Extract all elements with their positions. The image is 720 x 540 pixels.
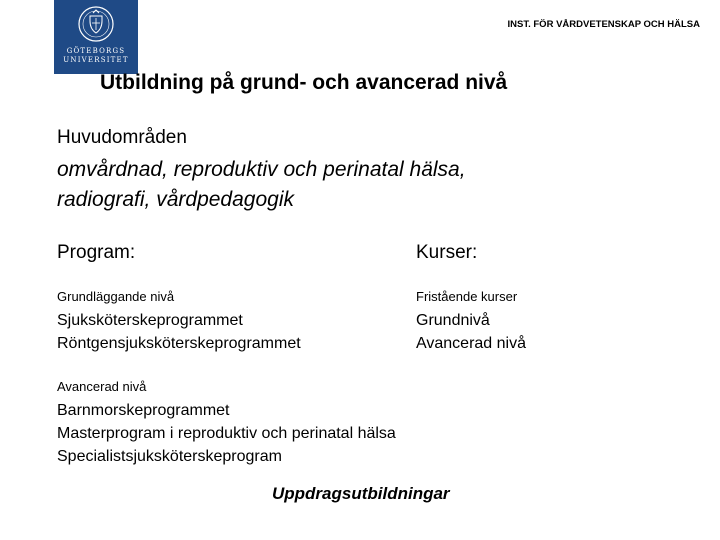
main-areas-line: omvårdnad, reproduktiv och perinatal hälsa, (57, 158, 466, 181)
crest-icon (54, 0, 138, 46)
contract-education-label: Uppdragsutbildningar (272, 484, 450, 503)
logo-text-line2: UNIVERSITET (63, 56, 129, 64)
main-areas-heading: Huvudområden (57, 127, 187, 148)
program-advanced-list (57, 399, 396, 468)
program-basic-list (57, 309, 301, 355)
department-name: INST. FÖR VÅRDVETENSKAP OCH HÄLSA (507, 19, 700, 30)
slide-title: Utbildning på grund- och avancerad nivå (100, 71, 508, 94)
university-logo (54, 0, 138, 74)
list-item: Barnmorskeprogrammet (57, 402, 230, 419)
courses-label: Fristående kurser (416, 289, 518, 304)
program-advanced-level-label: Avancerad nivå (57, 379, 147, 394)
logo-text-line1: GÖTEBORGS (66, 47, 126, 55)
main-areas-list (57, 155, 657, 215)
list-item: Masterprogram i reproduktiv och perinatal hälsa (57, 425, 396, 442)
list-item: Avancerad nivå (416, 335, 526, 352)
list-item: Sjuksköterskeprogrammet (57, 312, 243, 329)
program-basic-level-label: Grundläggande nivå (57, 289, 175, 304)
list-item: Röntgensjuksköterskeprogrammet (57, 335, 301, 352)
list-item: Grundnivå (416, 312, 490, 329)
main-areas-line: radiografi, vårdpedagogik (57, 188, 294, 211)
courses-heading: Kurser: (416, 242, 478, 263)
list-item: Specialistsjuksköterskeprogram (57, 448, 282, 465)
program-heading: Program: (57, 242, 136, 263)
courses-list (416, 309, 526, 355)
